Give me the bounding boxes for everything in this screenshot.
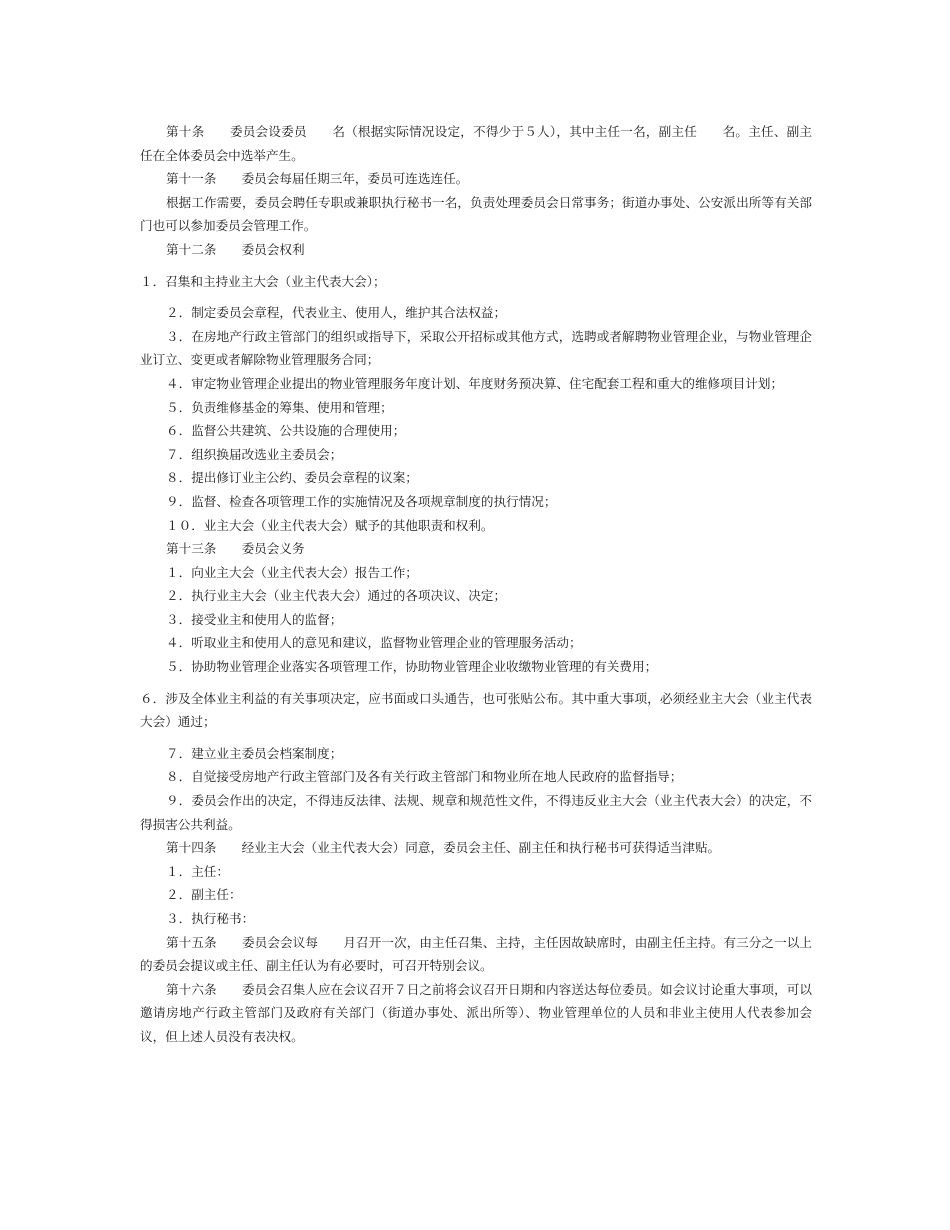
list-item-rights-1: １．召集和主持业主大会（业主代表大会）；: [140, 273, 386, 289]
paragraph-article-14: 第十四条 经业主大会（业主代表大会）同意，委员会主任、副主任和执行秘书可获得适当津贴。: [166, 840, 721, 856]
list-item-allowance-2: ２．副主任：: [166, 887, 242, 903]
list-item-rights-7: ７．组织换届改选业主委员会；: [166, 446, 343, 462]
paragraph-article-15: 第十五条 委员会会议每 月召开一次，由主任召集、主持，主任因故缺席时，由副主任主持。有三分之一以上的委员会提议或主任、副主任认为有必要时，可召开特别会议。: [140, 934, 812, 974]
document-body: [140, 120, 812, 1049]
list-item-rights-4: ４．审定物业管理企业提出的物业管理服务年度计划、年度财务预决算、住宅配套工程和重大的维修项目计划；: [166, 375, 784, 391]
list-item-duties-7: ７．建立业主委员会档案制度；: [166, 745, 343, 761]
paragraph-article-13: 第十三条 委员会义务: [166, 541, 305, 557]
list-item-duties-4: ４．听取业主和使用人的意见和建议，监督物业管理企业的管理服务活动；: [166, 635, 582, 651]
list-item-duties-3: ３．接受业主和使用人的监督；: [166, 611, 343, 627]
paragraph-article-11: 第十一条 委员会每届任期三年，委员可连选连任。: [166, 171, 469, 187]
paragraph-article-10: 第十条 委员会设委员 名（根据实际情况设定，不得少于５人），其中主任一名，副主任 名。主任、副主任在全体委员会中选举产生。: [140, 124, 812, 163]
list-item-duties-6: ６．涉及全体业主利益的有关事项决定，应书面或口头通告，也可张贴公布。其中重大事项，必须经业主大会（业主代表大会）通过；: [140, 690, 812, 730]
list-item-duties-1: １．向业主大会（业主代表大会）报告工作；: [166, 564, 418, 580]
list-item-rights-8: ８．提出修订业主公约、委员会章程的议案；: [166, 470, 418, 486]
list-item-rights-3: ３．在房地产行政主管部门的组织或指导下，采取公开招标或其他方式，选聘或者解聘物业管理企业，与物业管理企业订立、变更或者解除物业管理服务合同；: [140, 328, 812, 368]
paragraph-article-16: 第十六条 委员会召集人应在会议召开７日之前将会议召开日期和内容送达每位委员。如会议讨论重大事项，可以邀请房地产行政主管部门及政府有关部门（街道办事处、派出所等）、物业管理单位的人员和非业主使用人代表参加会议，但上述人员没有表决权。: [140, 981, 812, 1044]
list-item-duties-8: ８．自觉接受房地产行政主管部门及各有关行政主管部门和物业所在地人民政府的监督指导；: [166, 769, 683, 785]
paragraph-secretary: 根据工作需要，委员会聘任专职或兼职执行秘书一名，负责处理委员会日常事务；街道办事处、公安派出所等有关部门也可以参加委员会管理工作。: [140, 194, 812, 234]
list-item-allowance-1: １．主任：: [166, 863, 229, 879]
list-item-rights-9: ９．监督、检查各项管理工作的实施情况及各项规章制度的执行情况；: [166, 493, 557, 509]
list-item-duties-9: ９．委员会作出的决定，不得违反法律、法规、规章和规范性文件，不得违反业主大会（业主代表大会）的决定，不得损害公共利益。: [140, 793, 812, 832]
list-item-rights-6: ６．监督公共建筑、公共设施的合理使用；: [166, 423, 406, 439]
list-item-rights-2: ２．制定委员会章程，代表业主、使用人，维护其合法权益；: [166, 305, 507, 321]
list-item-duties-2: ２．执行业主大会（业主代表大会）通过的各项决议、决定；: [166, 588, 507, 604]
list-item-allowance-3: ３．执行秘书：: [166, 911, 255, 926]
paragraph-article-12: 第十二条 委员会权利: [166, 241, 305, 257]
list-item-duties-5: ５．协助物业管理企业落实各项管理工作，协助物业管理企业收缴物业管理的有关费用；: [166, 659, 658, 675]
list-item-rights-10: １０．业主大会（业主代表大会）赋予的其他职责和权利。: [166, 517, 494, 533]
list-item-rights-5: ５．负责维修基金的筹集、使用和管理；: [166, 399, 393, 415]
